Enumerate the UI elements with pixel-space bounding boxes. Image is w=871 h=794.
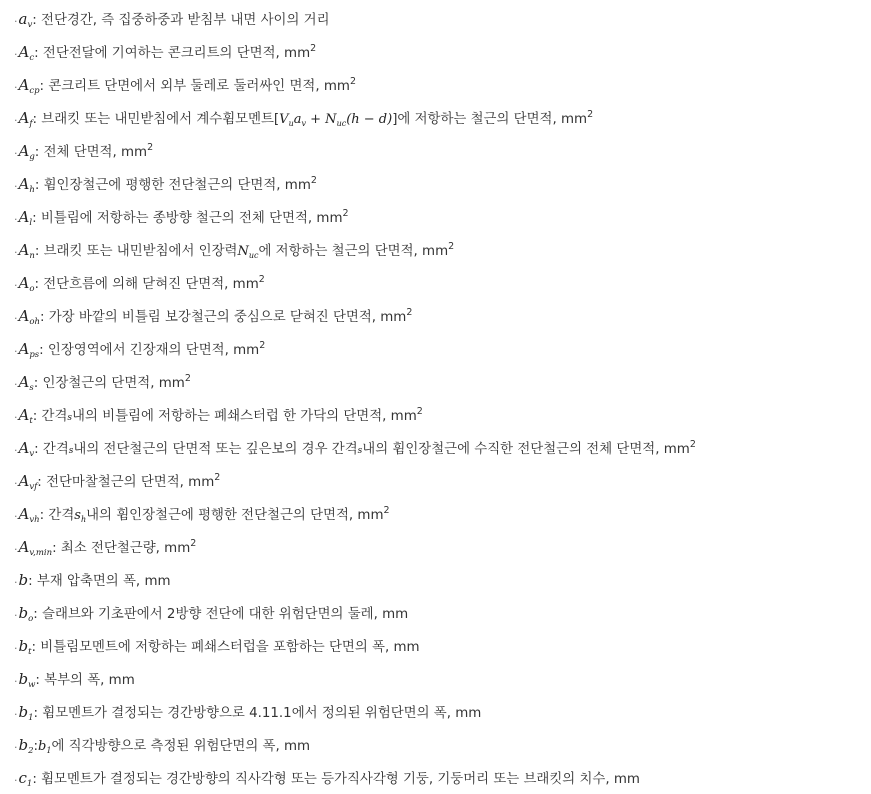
notation-symbol: $A_{vf}$ bbox=[18, 472, 38, 492]
symbol-subscript: o bbox=[29, 284, 35, 294]
definition-row bbox=[14, 300, 413, 327]
inline-symbol: s bbox=[68, 446, 74, 456]
notation-symbol: $b_2$ bbox=[18, 736, 34, 756]
symbol-subscript: oh bbox=[29, 317, 40, 327]
symbol-subscript: cp bbox=[29, 86, 40, 96]
definition-row bbox=[14, 267, 265, 294]
inline-symbol: $N_{uc}$ bbox=[237, 244, 259, 260]
definition-text: : 휨모멘트가 결정되는 경간방향의 직사각형 또는 등가직사각형 기둥, 기둥머리 또는 브래킷의 치수, mm bbox=[32, 771, 640, 787]
notation-symbol: $b_1$ bbox=[18, 703, 34, 723]
bullet-dot: · bbox=[14, 444, 18, 457]
unit-exponent: 2 bbox=[416, 405, 423, 417]
bullet-dot: · bbox=[14, 675, 18, 688]
notation-symbol: $A_l$ bbox=[18, 208, 33, 228]
definition-text-continued: 에 직각방향으로 측정된 위험단면의 폭, mm bbox=[51, 738, 311, 754]
formula-subscript: u bbox=[288, 119, 294, 128]
definition-text: : 브래킷 또는 내민받침에서 인장력 bbox=[34, 243, 238, 259]
definition-row bbox=[14, 531, 197, 558]
unit-exponent: 2 bbox=[258, 273, 265, 285]
unit-exponent: 2 bbox=[406, 306, 413, 318]
notation-symbol: $A_c$ bbox=[18, 43, 35, 63]
definition-text: : 휨모멘트가 결정되는 경간방향으로 4.11.1에서 정의된 위험단면의 폭, mm bbox=[33, 705, 482, 721]
definition-text: : 복부의 폭, mm bbox=[35, 672, 135, 688]
bullet-dot: · bbox=[14, 543, 18, 556]
definition-text: : 슬래브와 기초판에서 2방향 전단에 대한 위험단면의 둘레, mm bbox=[33, 606, 409, 622]
unit-exponent: 2 bbox=[259, 339, 266, 351]
symbol-subscript: n bbox=[29, 251, 35, 261]
inline-symbol: $s_h$ bbox=[74, 508, 87, 524]
inline-symbol: $b_1$ bbox=[38, 739, 52, 755]
definition-text: : 전단마찰철근의 단면적, $mm^2$ bbox=[37, 471, 221, 490]
definition-row bbox=[14, 432, 696, 459]
symbol-subscript: vf bbox=[29, 482, 38, 492]
unit-exponent: 2 bbox=[147, 141, 154, 153]
unit-exponent: 2 bbox=[448, 240, 455, 252]
definition-row bbox=[14, 201, 349, 228]
bullet-dot: · bbox=[14, 609, 18, 622]
bullet-dot: · bbox=[14, 378, 18, 391]
moment-formula: $V_ua_v + N_{uc}(h - d)$ bbox=[279, 112, 393, 128]
symbol-subscript: w bbox=[28, 680, 36, 690]
definition-text-continued: 에 저항하는 철근의 단면적, $mm^2$ bbox=[258, 240, 455, 259]
definition-text: : 콘크리트 단면에서 외부 둘레로 둘러싸인 면적, $mm^2$ bbox=[39, 75, 357, 94]
symbol-subscript: 1 bbox=[26, 779, 33, 789]
symbol-subscript: 2 bbox=[28, 746, 34, 756]
definition-text: : 가장 바깥의 비틀림 보강철근의 중심으로 닫혀진 단면적, $mm^2$ bbox=[39, 306, 413, 325]
bullet-dot: · bbox=[14, 477, 18, 490]
notation-symbol: $b_t$ bbox=[18, 637, 32, 657]
bullet-dot: · bbox=[14, 708, 18, 721]
symbol-subscript: vh bbox=[29, 515, 40, 525]
definition-text: : 브래킷 또는 내민받침에서 계수휨모멘트[ bbox=[32, 111, 280, 127]
definition-text: : 최소 전단철근량, $mm^2$ bbox=[52, 537, 197, 556]
symbol-subscript: v bbox=[27, 20, 33, 30]
notation-symbol: $c_1$ bbox=[18, 769, 33, 789]
definition-row bbox=[14, 102, 594, 129]
definition-text: : 비틀림에 저항하는 종방향 철근의 전체 단면적, $mm^2$ bbox=[32, 207, 349, 226]
definition-text: : 간격 bbox=[32, 408, 68, 424]
notation-symbol: $A_g$ bbox=[18, 142, 35, 162]
definition-row bbox=[14, 498, 390, 525]
notation-symbol: $A_h$ bbox=[18, 175, 35, 195]
notation-symbol: $A_s$ bbox=[18, 373, 34, 393]
definition-text-continued: 내의 전단철근의 단면적 또는 깊은보의 경우 간격 bbox=[73, 441, 358, 457]
unit-exponent: 2 bbox=[214, 471, 221, 483]
definition-text-continued: 내의 비틀림에 저항하는 폐쇄스터럽 한 가닥의 단면적, $mm^2$ bbox=[72, 405, 423, 424]
notation-symbol: $A_{oh}$ bbox=[18, 307, 40, 327]
bullet-dot: · bbox=[14, 774, 18, 787]
symbol-subscript: g bbox=[29, 152, 35, 162]
definition-text: : 전체 단면적, $mm^2$ bbox=[34, 141, 154, 160]
definition-row bbox=[14, 597, 409, 624]
notation-symbol: $b_w$ bbox=[18, 670, 36, 690]
bullet-dot: · bbox=[14, 576, 18, 589]
notation-symbol: $A_n$ bbox=[18, 241, 35, 261]
notation-symbol: $A_f$ bbox=[18, 109, 33, 129]
unit-exponent: 2 bbox=[342, 207, 349, 219]
inline-symbol-subscript: h bbox=[80, 515, 87, 524]
notation-symbol: $A_t$ bbox=[18, 406, 33, 426]
unit-exponent: 2 bbox=[184, 372, 191, 384]
definition-row bbox=[14, 696, 482, 723]
definition-text: : 비틀림모멘트에 저항하는 폐쇄스터럽을 포함하는 단면의 폭, mm bbox=[31, 639, 420, 655]
formula-subscript: uc bbox=[336, 119, 347, 128]
symbol-subscript: c bbox=[29, 53, 35, 63]
definition-row bbox=[14, 36, 317, 63]
definition-text: : 부재 압축면의 폭, mm bbox=[28, 573, 171, 589]
inline-symbol: s bbox=[67, 413, 73, 423]
notation-symbol: $A_{v,min}$ bbox=[18, 538, 53, 558]
symbol-subscript: h bbox=[29, 185, 35, 195]
definition-row bbox=[14, 630, 420, 657]
definition-row bbox=[14, 234, 455, 261]
notation-symbol: $A_{cp}$ bbox=[18, 76, 40, 96]
bullet-dot: · bbox=[14, 213, 18, 226]
bullet-dot: · bbox=[14, 741, 18, 754]
symbol-subscript: f bbox=[29, 119, 33, 129]
inline-symbol: s bbox=[357, 446, 363, 456]
bullet-dot: · bbox=[14, 81, 18, 94]
definition-row bbox=[14, 663, 135, 690]
symbol-subscript: v,min bbox=[29, 548, 53, 558]
formula-subscript: v bbox=[301, 119, 307, 128]
symbol-subscript: 1 bbox=[28, 713, 34, 723]
bullet-dot: · bbox=[14, 15, 18, 28]
symbol-subscript: v bbox=[29, 449, 35, 459]
bullet-dot: · bbox=[14, 345, 18, 358]
bullet-dot: · bbox=[14, 48, 18, 61]
symbol-subscript: o bbox=[28, 614, 34, 624]
bullet-dot: · bbox=[14, 411, 18, 424]
notation-symbol: $A_o$ bbox=[18, 274, 35, 294]
notation-symbol: $A_v$ bbox=[18, 439, 35, 459]
definition-row bbox=[14, 366, 191, 393]
bullet-dot: · bbox=[14, 180, 18, 193]
definition-text: : bbox=[33, 738, 39, 754]
definition-text-continued: ]에 저항하는 철근의 단면적, $mm^2$ bbox=[392, 108, 594, 127]
definition-text: : 전단경간, 즉 집중하중과 받침부 내면 사이의 거리 bbox=[32, 12, 330, 28]
inline-symbol-subscript: uc bbox=[248, 251, 259, 260]
symbol-subscript: ps bbox=[29, 350, 40, 360]
definition-text: : 휨인장철근에 평행한 전단철근의 단면적, $mm^2$ bbox=[34, 174, 317, 193]
bullet-dot: · bbox=[14, 279, 18, 292]
definition-row bbox=[14, 762, 640, 789]
definition-text: : 전단전달에 기여하는 콘크리트의 단면적, $mm^2$ bbox=[34, 42, 317, 61]
symbol-subscript: l bbox=[29, 218, 33, 228]
bullet-dot: · bbox=[14, 246, 18, 259]
definition-row bbox=[14, 135, 154, 162]
definition-row bbox=[14, 564, 171, 588]
bullet-dot: · bbox=[14, 114, 18, 127]
definition-row bbox=[14, 465, 221, 492]
bullet-dot: · bbox=[14, 510, 18, 523]
notation-symbol: $A_{ps}$ bbox=[18, 340, 40, 360]
unit-exponent: 2 bbox=[349, 75, 357, 87]
unit-exponent: 2 bbox=[310, 174, 317, 186]
notation-symbol: b bbox=[18, 571, 29, 589]
definition-text: : 간격 bbox=[39, 507, 75, 523]
symbol-subscript: t bbox=[29, 416, 33, 426]
definition-text-continued: 내의 휨인장철근에 평행한 전단철근의 단면적, $mm^2$ bbox=[86, 504, 390, 523]
notation-symbol: $A_{vh}$ bbox=[18, 505, 40, 525]
definition-row bbox=[14, 333, 266, 360]
definition-text-continued: 내의 휨인장철근에 수직한 전단철근의 전체 단면적, $mm^2$ bbox=[362, 438, 696, 457]
notation-symbol: $a_v$ bbox=[18, 10, 33, 30]
definition-row bbox=[14, 399, 423, 426]
unit-exponent: 2 bbox=[190, 537, 197, 549]
definition-text: : 전단흐름에 의해 닫혀진 단면적, $mm^2$ bbox=[34, 273, 265, 292]
inline-symbol-subscript: 1 bbox=[46, 746, 52, 755]
symbol-subscript: s bbox=[29, 383, 34, 393]
unit-exponent: 2 bbox=[689, 438, 696, 450]
unit-exponent: 2 bbox=[587, 108, 594, 120]
definition-text: : 인장영역에서 긴장재의 단면적, $mm^2$ bbox=[39, 339, 266, 358]
definition-text: : 간격 bbox=[34, 441, 69, 457]
definition-text: : 인장철근의 단면적, $mm^2$ bbox=[33, 372, 191, 391]
bullet-dot: · bbox=[14, 312, 18, 325]
notation-symbol: $b_o$ bbox=[18, 604, 34, 624]
bullet-dot: · bbox=[14, 642, 18, 655]
bullet-dot: · bbox=[14, 147, 18, 160]
unit-exponent: 2 bbox=[383, 504, 390, 516]
definition-row bbox=[14, 729, 311, 756]
definition-row bbox=[14, 3, 330, 30]
unit-exponent: 2 bbox=[310, 42, 317, 54]
definition-row bbox=[14, 168, 317, 195]
definition-row bbox=[14, 69, 357, 96]
symbol-subscript: t bbox=[28, 647, 32, 657]
